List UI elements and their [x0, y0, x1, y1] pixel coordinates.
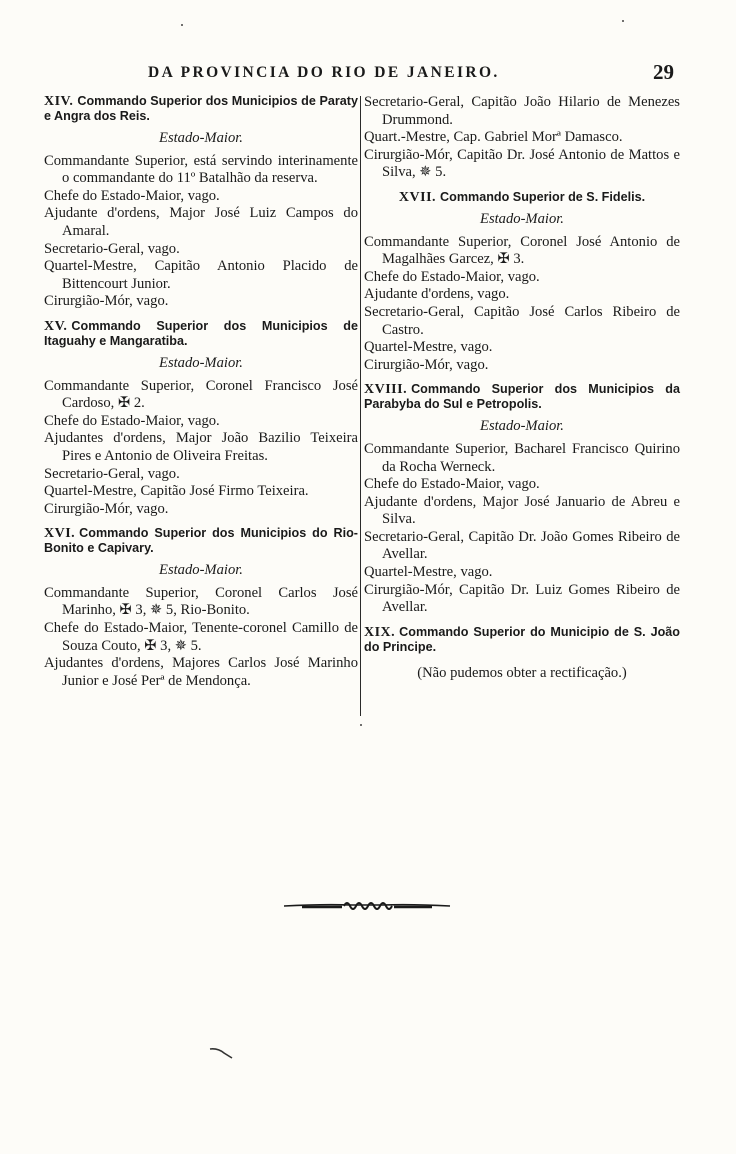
staff-entry: Ajudante d'ordens, vago.	[364, 286, 510, 303]
page-header	[40, 60, 680, 88]
section-title: Commando Superior do Municipio de S. João do Principe.	[364, 624, 680, 654]
staff-entry: Chefe do Estado-Maior, Tenente-coronel Camillo de Souza Couto, ✠ 3, ✵ 5.	[44, 620, 358, 654]
staff-entry: Commandante Superior, Coronel Carlos José Marinho, ✠ 3, ✵ 5, Rio-Bonito.	[44, 584, 358, 619]
section-number: XIX.	[364, 624, 396, 640]
staff-entry: Quartel-Mestre, Capitão Antonio Placido de Bittencourt Junior.	[44, 258, 358, 292]
staff-entry: Secretario-Geral, Capitão José Carlos Ribeiro de Castro.	[364, 303, 680, 338]
section-subtitle: Estado-Maior.	[480, 418, 564, 435]
section-number: XIV.	[44, 94, 74, 109]
section-number: XV.	[44, 318, 68, 334]
staff-entry: Commandante Superior, está servindo interinamente o commandante do 11º Batalhão da reserva.	[44, 152, 358, 187]
staff-entry: Secretario-Geral, vago.	[44, 465, 180, 482]
staff-entry: Chefe do Estado-Maior, vago.	[364, 476, 540, 493]
section-subtitle: Estado-Maior.	[159, 562, 243, 579]
staff-entry: Chefe do Estado-Maior, vago.	[364, 268, 540, 285]
section-title: Commando Superior de S. Fidelis.	[440, 189, 646, 204]
section-heading-xv	[44, 319, 358, 349]
section-number: XVI.	[44, 526, 76, 542]
staff-entry: Quartel-Mestre, Capitão José Firmo Teixeira.	[44, 483, 309, 500]
staff-entry: Commandante Superior, Coronel Francisco José Cardoso, ✠ 2.	[44, 377, 358, 412]
staff-entry: Cirurgião-Mór, vago.	[44, 500, 169, 517]
staff-entry: Secretario-Geral, Capitão João Hilario de Menezes Drummond.	[364, 94, 680, 128]
section-subtitle: Estado-Maior.	[159, 354, 243, 371]
staff-entry: Cirurgião-Mór, vago.	[44, 293, 169, 310]
section-title: Commando Superior dos Municipios de Itaguahy e Mangaratiba.	[44, 318, 358, 348]
paper-speck	[360, 724, 362, 726]
ornament-divider-icon	[282, 898, 452, 914]
staff-entry: Quartel-Mestre, vago.	[364, 339, 493, 356]
staff-entry: Secretario-Geral, vago.	[44, 240, 180, 257]
section-heading-xiv	[44, 94, 358, 124]
section-title: Commando Superior dos Municipios de Paraty e Angra dos Reis.	[44, 94, 358, 123]
staff-entry: Chefe do Estado-Maior, vago.	[44, 187, 220, 204]
right-column	[364, 94, 680, 682]
section-note: (Não pudemos obter a rectificação.)	[417, 664, 627, 681]
staff-entry: Chefe do Estado-Maior, vago.	[44, 412, 220, 429]
staff-entry: Cirurgião-Mór, vago.	[364, 356, 489, 373]
staff-entry: Ajudante d'ordens, Major José Januario de Abreu e Silva.	[364, 493, 680, 528]
section-number: XVII.	[398, 189, 437, 205]
staff-entry: Cirurgião-Mór, Capitão Dr. Luiz Gomes Ribeiro de Avellar.	[364, 581, 680, 616]
section-subtitle: Estado-Maior.	[480, 210, 564, 227]
staff-entry: Ajudantes d'ordens, Major João Bazilio Teixeira Pires e Antonio de Oliveira Freitas.	[44, 430, 358, 464]
staff-entry: Quartel-Mestre, vago.	[364, 564, 493, 581]
staff-entry: Commandante Superior, Bacharel Francisco Quirino da Rocha Werneck.	[364, 440, 680, 475]
staff-entry: Cirurgião-Mór, Capitão Dr. José Antonio de Mattos e Silva, ✵ 5.	[364, 146, 680, 181]
paper-speck	[622, 20, 624, 22]
section-number: XVIII.	[364, 382, 408, 398]
running-title: DA PROVINCIA DO RIO DE JANEIRO.	[148, 64, 500, 81]
staff-entry: Secretario-Geral, Capitão Dr. João Gomes Ribeiro de Avellar.	[364, 528, 680, 563]
section-title: Commando Superior dos Municipios do Rio-Bonito e Capivary.	[44, 526, 358, 556]
paper-speck	[181, 24, 183, 26]
left-column	[44, 94, 358, 690]
section-subtitle: Estado-Maior.	[159, 130, 243, 146]
staff-entry: Ajudante d'ordens, Major José Luiz Campos do Amaral.	[44, 205, 358, 239]
staff-entry: Commandante Superior, Coronel José Antonio de Magalhães Garcez, ✠ 3.	[364, 233, 680, 268]
page-number: 29	[653, 60, 674, 84]
column-divider	[360, 96, 361, 716]
section-heading-xix	[364, 625, 680, 655]
section-title: Commando Superior dos Municipios da Parabyba do Sul e Petropolis.	[364, 382, 680, 412]
section-heading-xvii	[364, 190, 680, 205]
section-heading-xviii	[364, 382, 680, 412]
staff-entry: Ajudantes d'ordens, Majores Carlos José Marinho Junior e José Perª de Mendonça.	[44, 655, 358, 689]
staff-entry: Quart.-Mestre, Cap. Gabriel Morª Damasco.	[364, 129, 623, 146]
ink-mark-icon	[208, 1046, 234, 1060]
section-heading-xvi	[44, 526, 358, 556]
